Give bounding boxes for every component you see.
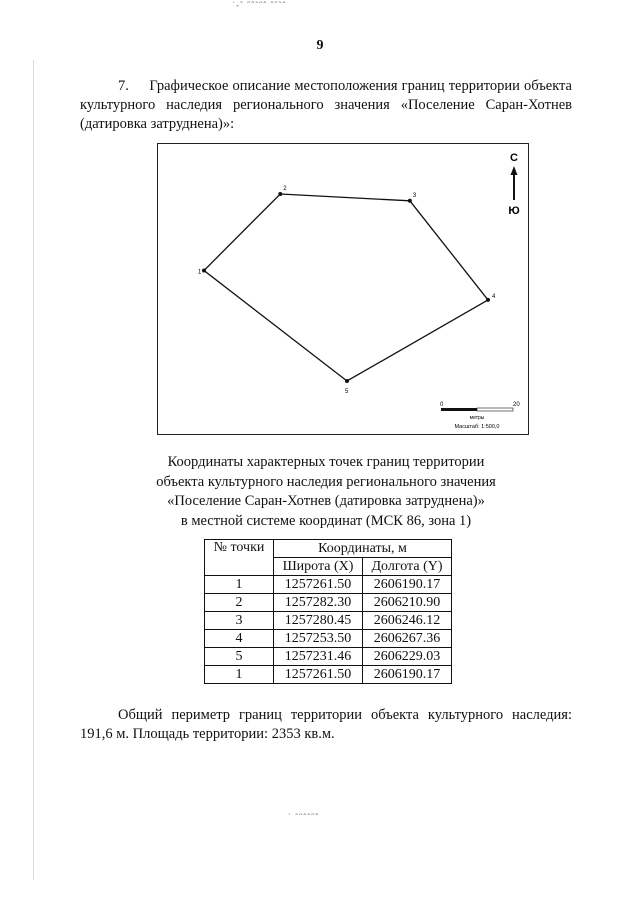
boundary-point-label: 2	[283, 186, 287, 192]
table-row	[205, 612, 452, 630]
cell-lat: 1257231.46	[274, 648, 363, 666]
scale-unit-label: метры	[469, 415, 485, 421]
header-lon: Долгота (Y)	[363, 558, 452, 576]
caption-line: «Поселение Саран-Хотнев (датировка затруднена)»	[167, 493, 485, 509]
table-row	[205, 648, 452, 666]
summary-paragraph	[80, 706, 572, 744]
table-row	[205, 630, 452, 648]
boundary-point-label: 3	[412, 192, 417, 199]
cell-point: 1	[205, 666, 274, 684]
cell-lat: 1257280.45	[274, 612, 363, 630]
cell-lon: 2606246.12	[363, 612, 452, 630]
table-row	[205, 666, 452, 684]
cell-lat: 1257261.50	[274, 666, 363, 684]
boundary-point-marker	[345, 379, 349, 383]
scale-bar	[440, 402, 520, 430]
scale-text: Масштаб: 1:500,0	[454, 424, 500, 430]
header-point: № точки	[205, 540, 274, 576]
south-label: Ю	[508, 205, 520, 217]
summary-text: Общий периметр границ территории объекта культурного наследия: 191,6 м. Площадь территории: 2353 кв.м.	[80, 707, 572, 742]
boundary-polygon	[204, 194, 488, 381]
north-arrow-icon	[508, 152, 519, 217]
scan-smudge: ˙ ˜˝ˆ˜˝ˆ	[288, 812, 320, 822]
cell-point: 4	[205, 630, 274, 648]
boundary-point-marker	[486, 298, 490, 302]
table-row	[205, 594, 452, 612]
boundary-point-label: 4	[492, 293, 496, 300]
boundary-point-marker	[278, 192, 282, 196]
table-row	[205, 576, 452, 594]
caption-line: в местной системе координат (МСК 86, зона 1)	[180, 512, 472, 529]
scan-smudge: ˙‐˜ ˝ˆ˜˝ˆ ˆ˝˜ˆ	[232, 0, 287, 10]
cell-lat: 1257261.50	[274, 576, 363, 594]
page-number: 9	[316, 38, 324, 53]
cell-lon: 2606190.17	[363, 576, 452, 594]
cell-point: 1	[205, 576, 274, 594]
boundary-point-marker	[202, 269, 206, 273]
boundary-map-svg	[158, 144, 528, 434]
cell-lat: 1257282.30	[274, 594, 363, 612]
north-label: С	[510, 152, 518, 164]
boundary-map	[157, 143, 529, 435]
header-lat: Широта (X)	[274, 558, 363, 576]
scale-start-label: 0	[440, 402, 444, 408]
cell-lon: 2606190.17	[363, 666, 452, 684]
scale-end-label: 20	[513, 402, 520, 408]
section-number: 7.	[118, 78, 129, 94]
cell-point: 2	[205, 594, 274, 612]
cell-lon: 2606210.90	[363, 594, 452, 612]
boundary-point-marker	[408, 199, 412, 203]
section-text: Графическое описание местоположения границ территории объекта культурного наследия регионального значения «Поселение Саран-Хотнев (датировка затруднена)»:	[80, 78, 572, 132]
cell-point: 3	[205, 612, 274, 630]
cell-lon: 2606267.36	[363, 630, 452, 648]
boundary-points	[198, 186, 496, 395]
caption-line: Координаты характерных точек границ территории	[167, 454, 485, 470]
scan-margin-line	[33, 60, 34, 880]
cell-lon: 2606229.03	[363, 648, 452, 666]
caption-line: объекта культурного наследия регионального значения	[156, 473, 496, 490]
boundary-point-label: 5	[344, 389, 349, 395]
table-caption	[80, 453, 572, 531]
header-coords: Координаты, м	[274, 540, 452, 558]
boundary-point-label: 1	[198, 269, 202, 276]
section-paragraph	[80, 77, 572, 134]
cell-point: 5	[205, 648, 274, 666]
coordinates-table	[204, 539, 452, 684]
cell-lat: 1257253.50	[274, 630, 363, 648]
